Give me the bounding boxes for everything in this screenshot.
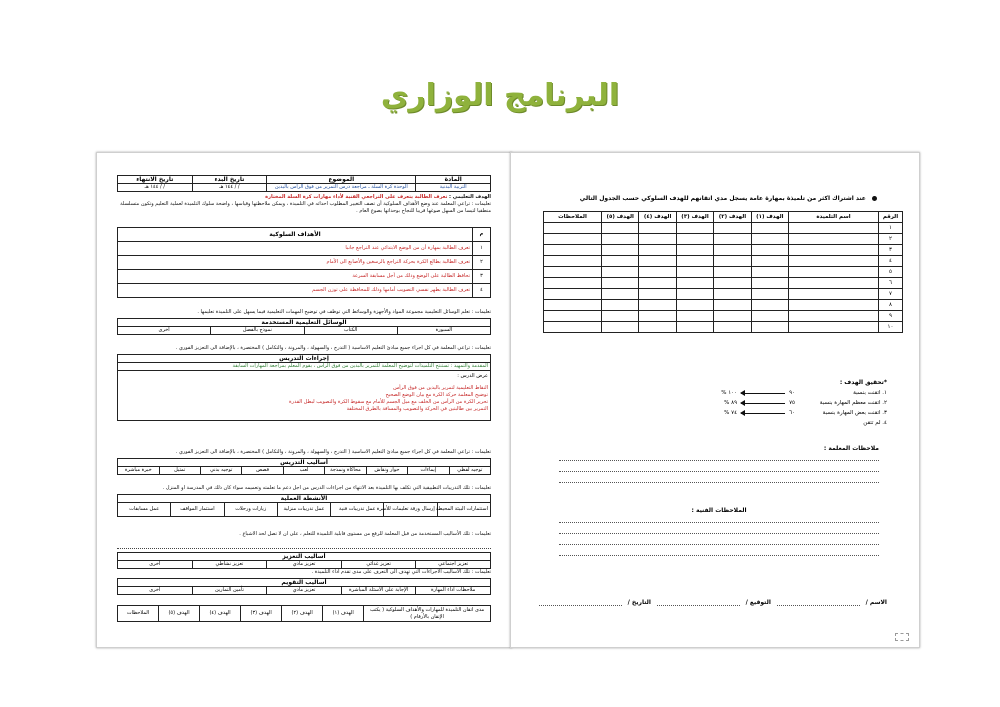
mastery-col: الهدف (٢) [282,606,323,622]
table-cell[interactable] [544,311,602,322]
end-date-label: تاريخ الانتهاء [118,176,193,184]
instructions-styles: تعليمات : تراعي المعلمة في كل اجراء جميع مبادئ التعليم الاساسية ( التدرج ، والسهولة ، والمرونة ، والتكامل ) المختصرة ، بالإضافة الى التعزيز الفوري . [175,449,491,455]
row-num: ٥ [879,267,903,278]
arrow-left-icon [741,403,785,404]
table-cell[interactable] [714,234,751,245]
table-cell[interactable] [714,278,751,289]
style-item: خبرة مباشرة [118,467,160,475]
table-row [544,223,903,234]
lesson-plan-page [96,152,512,648]
table-row [544,267,903,278]
table-cell[interactable] [676,256,713,267]
goal-value: تعرف الطالبة يتعرف على التراجعي الفنية لأداء مهارات كرة السلة المختارة [265,194,448,200]
means-item: السبورة [397,327,490,335]
table-row [544,278,903,289]
achievement-title: *تحقيق الهدف : [839,379,887,386]
table-row [544,300,903,311]
table-cell[interactable] [602,245,639,256]
row-num: ٨ [879,300,903,311]
table-cell[interactable] [751,322,788,333]
table-cell[interactable] [639,267,676,278]
table-cell[interactable] [676,311,713,322]
instructions-eval: تعليمات : تلك الأساليب الاجراءات التي تهدف الى التعرف على مدى تقدم اداء التلميذة . [311,569,491,575]
topic-value: الوحدة كرة السلة ـ مراجعة درس التمرير من فوق الرأس باليدين [267,184,416,192]
end-date-value: / / ١٤٤ هـ [118,184,193,192]
activity-item: عمل تدريبات منزلية [277,503,330,517]
style-item: تمثيل [159,467,200,475]
bullet-icon [872,196,877,201]
table-row [544,245,903,256]
eval-header: أساليب التقويم [118,579,491,587]
goals-header: الأهداف السلوكية [118,228,473,242]
table-cell[interactable] [639,300,676,311]
procedures-header: إجراءات التدريس [118,355,491,363]
table-cell[interactable] [544,267,602,278]
table-cell[interactable] [714,245,751,256]
table-cell[interactable] [602,322,639,333]
achievement-to: ٧٤ % [724,410,738,416]
signature-row [539,599,887,606]
table-cell[interactable] [751,256,788,267]
reinforce-item: تعزيز اجتماعي [416,561,491,569]
styles-section [117,449,491,475]
style-item: إيماءات [408,467,449,475]
page-corner-mark [895,633,909,641]
col-header: الهدف (١) [751,212,788,223]
row-num: ٤ [879,256,903,267]
activity-item: عمل مسابقات [118,503,171,517]
instructions-activities: تعليمات : تلك التدريبات التطبيقية التي تكلف بها التلميذة بعد الانتهاء من اجراءات الدرس من اجل دعم ما تعلمته وتعميمه سواء كان ذلك في المدرسة او المنزل . [162,485,491,491]
evaluation-page [510,152,920,648]
activity-item: إرسال ورقة تعليمات للأسرة [384,503,437,517]
lesson-header [117,175,491,215]
goal-num: ٢ [473,256,491,270]
activity-item: استثمار المواقف [171,503,224,517]
table-cell[interactable] [544,256,602,267]
table-cell[interactable] [676,234,713,245]
right-intro [531,195,877,202]
table-cell[interactable] [714,256,751,267]
instructions-means: تعليمات : تعلم الوسائل التعليمية مجموعة المواد والأجهزة والوسائط التي توظف في توضيح المهمات التعليمية فيما يسهل على التلميذة تعليمها . [197,309,491,315]
achievement-label: ٤. لم تتقن [863,420,887,426]
table-row [544,322,903,333]
procedures-section [117,345,491,421]
achievement-section [657,379,887,428]
table-cell[interactable] [789,322,879,333]
style-item: لعب [283,467,324,475]
arrow-left-icon [741,413,785,414]
subject-value: التربية البدنية [416,184,491,192]
lesson-label: عرض الدرس : [457,373,488,379]
name-label: الاسم / [865,599,887,606]
notes-line[interactable] [559,452,879,461]
table-cell[interactable] [544,289,602,300]
activity-item: زيارات ورحلات [224,503,277,517]
table-cell[interactable] [602,234,639,245]
table-cell[interactable] [602,311,639,322]
notes-line[interactable] [559,547,879,556]
table-cell[interactable] [789,311,879,322]
activity-item: عمل تدريبات فنية [331,503,384,517]
row-num: ٧ [879,289,903,300]
topic-label: الموضوع [267,176,416,184]
reinforce-item: تعزيز نشاطي [192,561,267,569]
table-cell[interactable] [751,245,788,256]
styles-header: أساليب التدريس [118,459,491,467]
means-header: الوسائل التعليمية المستخدمة [118,319,491,327]
col-header: اسم التلميذة [789,212,879,223]
reinforce-header: أساليب التعزيز [118,553,491,561]
lesson-body [118,371,491,421]
table-cell[interactable] [751,267,788,278]
table-cell[interactable] [676,267,713,278]
sign-label: التوقيع / [745,599,771,606]
col-header: الهدف (٢) [714,212,751,223]
table-cell[interactable] [602,267,639,278]
goal-row [118,256,491,270]
table-cell[interactable] [789,300,879,311]
achievement-label: ٣. اتقنت بعض المهارة بنسبة [822,410,887,416]
table-cell[interactable] [714,267,751,278]
eval-item: تأمين التمارين [192,587,267,595]
table-cell[interactable] [751,234,788,245]
subject-label: المادة [416,176,491,184]
activity-item: استثمارات البيئة المحيطة [437,503,490,517]
row-num: ٩ [879,311,903,322]
col-header: الرقم [879,212,903,223]
table-cell[interactable] [544,245,602,256]
table-cell[interactable] [544,322,602,333]
tech-notes-label: الملاحظات الفنية : [691,507,747,514]
table-cell[interactable] [676,245,713,256]
tech-notes [559,507,879,558]
achievement-from: ٦٠ [789,410,795,416]
table-cell[interactable] [714,300,751,311]
reinforce-item: أخرى [118,561,193,569]
achievement-row [657,418,887,428]
table-row [544,256,903,267]
table-cell[interactable] [789,256,879,267]
table-cell[interactable] [714,311,751,322]
row-num: ١٠ [879,322,903,333]
col-header: الهدف (٥) [602,212,639,223]
table-cell[interactable] [751,300,788,311]
table-cell[interactable] [639,289,676,300]
goals-section [117,227,491,298]
name-field[interactable] [777,599,860,606]
table-cell[interactable] [676,278,713,289]
goal-row [118,242,491,256]
row-num: ٢ [879,234,903,245]
table-cell[interactable] [639,311,676,322]
table-cell[interactable] [751,223,788,234]
start-date-value: / / ١٤٤ هـ [192,184,267,192]
mastery-label: مدى اتقان التلميذة للمهارات والأهداف السلوكية ( يكتب الإتقان بالأرقام ) [364,606,491,622]
table-cell[interactable] [544,234,602,245]
row-num: ٦ [879,278,903,289]
activities-header: الأنشطة العملية [118,495,491,503]
achievement-label: ٢. اتقنت معظم المهارة بنسبة [819,400,887,406]
table-cell[interactable] [714,223,751,234]
means-item: نموذج بالفصل [211,327,304,335]
mastery-col: الهدف (١) [323,606,364,622]
table-cell[interactable] [639,322,676,333]
students-table [543,211,903,333]
reinforce-item: تعزيز غذائي [341,561,416,569]
table-cell[interactable] [602,256,639,267]
goal-text: تعرف الطالبة بمهارة أن من الوضع الابتدائي عند التراجع جانبا [118,242,473,256]
table-cell[interactable] [751,278,788,289]
intro-text: المقدمة والتمهيد : تستنتج التلميذات لتوضيح المعلمة للتمرير بالبدين من فوق الرأس ، بقوم المعلم بمراجعة المهارات السابقة [118,363,491,371]
table-cell[interactable] [676,322,713,333]
lesson-line: تحرير الكرة من الرأس من الخلف مع ميل الجسم للأمام مع سقوط الكرة والتصويب لبطل القدرة [289,399,488,405]
table-cell[interactable] [789,245,879,256]
style-item: حوار ونقاش [366,467,407,475]
lesson-line: التمرير بين طالبتين في الحركة والتصويب والمسافة بالطرق المختلفة [346,406,488,412]
table-cell[interactable] [751,311,788,322]
table-cell[interactable] [544,223,602,234]
instructions-reinforce: تعليمات : تلك الأساليب المستخدمة من قبل المعلمة للرفع من مستوى قابلية التلميذة للتعلم ، على ان لا تصل لحد الاشباع . [239,531,491,537]
style-item: قصص [242,467,283,475]
instructions-goals: تعليمات : تراعي المعلمة عند وضع الأهداف السلوكية أن تصف التغيير المطلوب احداثه في التلميذة ، ويمكن ملاحظتها وقياسها ، واضحة سلوك التلميذة لعملية التعليم وتكون متسلسلة منطقيا لتيسا من السهل صوغها قريبا للنجاح بوحداتها بصوغ العام . [120,201,491,214]
date-label: التاريخ / [627,599,651,606]
goal-text: تحافظ الطالبة على الوضع وذلك من أجل مسابقة السرعة [118,270,473,284]
lesson-line: توضيح المعلمة حركة الكرة مع بيان الوضع الصحيح [385,392,488,398]
mastery-col: الهدف (٤) [200,606,241,622]
table-cell[interactable] [789,234,879,245]
right-intro-text: عند اشتراك اكثر من تلميذة بمهارة عامة يسجل مدي اتقانهم للهدف السلوكي حسب الجدول التالي [579,195,866,202]
table-cell[interactable] [639,256,676,267]
table-cell[interactable] [714,289,751,300]
goals-num-header: م [473,228,491,242]
notes-line[interactable] [559,525,879,534]
notes-line[interactable] [559,514,879,523]
table-cell[interactable] [676,289,713,300]
eval-item: ملاحظات اداء المهارة [416,587,491,595]
reinforce-section [117,531,491,569]
activities-section [117,485,491,517]
eval-section [117,569,491,595]
table-cell[interactable] [789,289,879,300]
table-cell[interactable] [602,278,639,289]
achievement-row [657,408,887,418]
table-cell[interactable] [639,234,676,245]
table-cell[interactable] [676,300,713,311]
notes-line[interactable] [559,463,879,472]
start-date-label: تاريخ البدء [192,176,267,184]
notes-line[interactable] [559,536,879,545]
goal-num: ١ [473,242,491,256]
table-cell[interactable] [602,223,639,234]
means-section [117,309,491,335]
goal-row [118,270,491,284]
achievement-to: ٨٩ % [724,400,738,406]
page-title: البرنامج الوزاري [380,78,620,113]
instructions-procedures: تعليمات : تراعي المعلمة في كل اجراء جميع مبادئ التعليم الاساسية ( التدرج ، والسهولة ، والمرونة ، والتكامل ) المختصرة ، بالإضافة الى التعزيز الفوري . [175,345,491,351]
table-cell[interactable] [602,300,639,311]
style-item: محاكاة ونمذجة [325,467,366,475]
mastery-col: الملاحظات [118,606,159,622]
mastery-table [117,605,491,622]
achievement-to: ١٠٠ % [721,390,738,396]
row-num: ١ [879,223,903,234]
date-field[interactable] [539,599,622,606]
mastery-col: الهدف (٥) [159,606,200,622]
table-cell[interactable] [676,223,713,234]
goal-num: ٤ [473,284,491,298]
achievement-from: ٧٥ [789,400,795,406]
style-item: توجيه بدني [200,467,241,475]
goal-num: ٣ [473,270,491,284]
table-cell[interactable] [544,300,602,311]
row-num: ٣ [879,245,903,256]
teacher-notes-label: ملاحظات المعلمة : [823,445,879,452]
table-row [544,289,903,300]
col-header: الهدف (٤) [639,212,676,223]
table-cell[interactable] [789,267,879,278]
teacher-notes [559,445,879,485]
table-cell[interactable] [789,223,879,234]
table-cell[interactable] [602,289,639,300]
table-cell[interactable] [714,322,751,333]
table-cell[interactable] [751,289,788,300]
achievement-row [657,398,887,408]
arrow-left-icon [741,393,785,394]
table-cell[interactable] [639,278,676,289]
means-item: أخرى [118,327,211,335]
notes-line[interactable] [559,474,879,483]
achievement-label: ١. اتقنت بنسبة [853,390,887,396]
table-row [544,234,903,245]
achievement-from: ٩٠ [789,390,795,396]
eval-item: الإجابة على الأسئلة المباشرة [341,587,416,595]
goal-text: تعرف الطالبة بطهر نفسي التصويب أمامها وذلك للمحافظة على توزن الجسم [118,284,473,298]
table-cell[interactable] [544,278,602,289]
col-header: الهدف (٣) [676,212,713,223]
table-cell[interactable] [639,223,676,234]
style-item: توجيه لفظي [449,467,490,475]
eval-item: أخرى [118,587,193,595]
goal-text: تعرف الطالبة بطالع الكرة بحركة التراجع بالرسغين والأصابع الى الأمام [118,256,473,270]
table-cell[interactable] [789,278,879,289]
eval-item: تعزيز مادي [267,587,342,595]
table-cell[interactable] [639,245,676,256]
goal-label: الهدف التعليمي : [448,194,491,200]
table-row [544,311,903,322]
sign-field[interactable] [657,599,740,606]
mastery-col: الهدف (٣) [241,606,282,622]
achievement-row [657,388,887,398]
means-item: الكتاب [304,327,397,335]
lesson-line: النقاط التعليمية لتمرير باليدين من فوق الرأس [393,385,488,391]
col-header: الملاحظات [544,212,602,223]
goal-row [118,284,491,298]
reinforce-item: تعزيز مادي [267,561,342,569]
